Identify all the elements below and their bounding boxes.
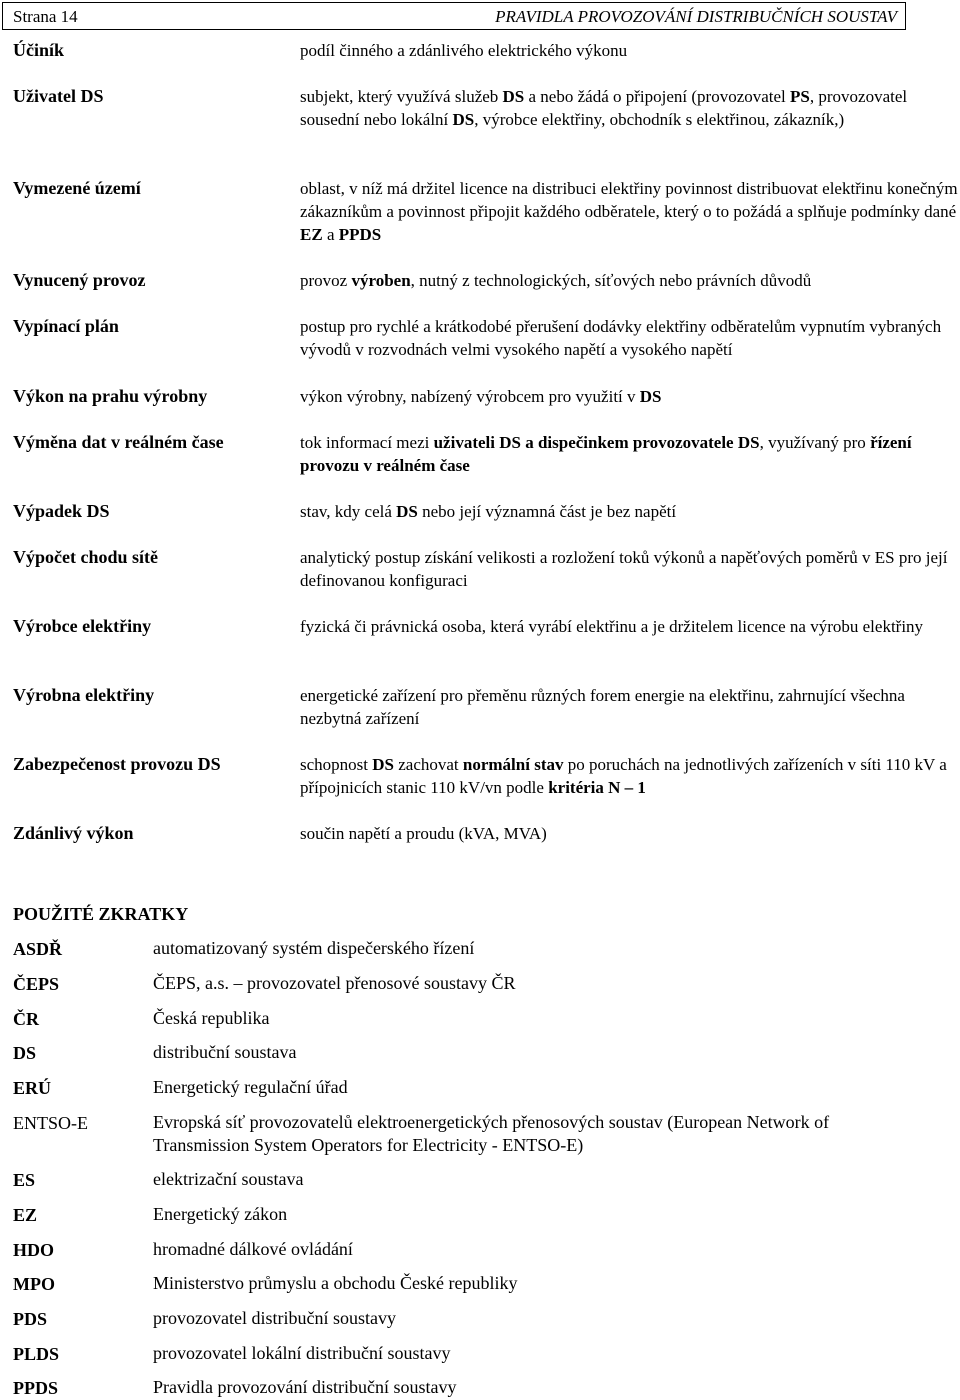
glossary-term: Vymezené území	[13, 178, 141, 198]
glossary-definition: tok informací mezi uživateli DS a dispečinkem provozovatele DS, využívaný pro řízení provozu v reálném čase	[300, 433, 912, 475]
abbreviation: PDS	[13, 1309, 48, 1329]
abbreviation: DS	[13, 1043, 37, 1063]
abbreviation: HDO	[13, 1240, 55, 1260]
abbreviation-meaning: automatizovaný systém dispečerského řízení	[153, 938, 475, 958]
abbreviation: ČR	[13, 1009, 39, 1029]
page-header	[2, 2, 906, 30]
glossary-term: Zdánlivý výkon	[13, 823, 134, 843]
abbreviation-meaning: Česká republika	[153, 1008, 270, 1028]
glossary-term: Výrobna elektřiny	[13, 685, 155, 705]
abbreviation-meaning: provozovatel distribuční soustavy	[153, 1308, 396, 1328]
emphasized-term: DS	[396, 502, 418, 521]
emphasized-term: PS	[790, 87, 810, 106]
abbreviation-meaning: Energetický zákon	[153, 1204, 288, 1224]
glossary-term: Výrobce elektřiny	[13, 616, 152, 636]
page-number: Strana 14	[13, 7, 78, 26]
glossary-definition: podíl činného a zdánlivého elektrického výkonu	[300, 41, 628, 60]
glossary-definition: součin napětí a proudu (kVA, MVA)	[300, 824, 547, 843]
glossary-definition: fyzická či právnická osoba, která vyrábí elektřinu a je držitelem licence na výrobu elektřiny	[300, 617, 924, 636]
abbreviation-meaning: distribuční soustava	[153, 1042, 297, 1062]
abbreviation: MPO	[13, 1274, 55, 1294]
glossary-definition: postup pro rychlé a krátkodobé přerušení dodávky elektřiny odběratelům vypnutím vybraných vývodů v rozvodnách velmi vysokého napětí a vysokého napětí	[300, 317, 942, 359]
emphasized-term: výroben	[351, 271, 411, 290]
glossary-term: Výkon na prahu výrobny	[13, 386, 208, 406]
abbreviation-meaning: hromadné dálkové ovládání	[153, 1239, 353, 1259]
emphasized-term: normální stav	[462, 755, 564, 774]
abbreviation: EZ	[13, 1205, 38, 1225]
abbreviation: PPDS	[13, 1378, 58, 1398]
abbreviation-meaning: Pravidla provozování distribuční soustavy	[153, 1377, 457, 1397]
emphasized-term: uživateli DS a dispečinkem provozovatele DS	[433, 433, 760, 452]
abbreviation: ES	[13, 1170, 36, 1190]
abbreviations-heading: POUŽITÉ ZKRATKY	[13, 904, 189, 924]
abbreviation-meaning: ČEPS, a.s. – provozovatel přenosové soustavy ČR	[153, 973, 516, 993]
glossary-definition: oblast, v níž má držitel licence na distribuci elektřiny povinnost distribuovat elektřinu konečným zákazníkům a povinnost připojit každého odběratele, který o to požádá a splňuje podmínky dané EZ a PPDS	[300, 179, 958, 244]
abbreviation-meaning: Ministerstvo průmyslu a obchodu České republiky	[153, 1273, 518, 1293]
glossary-term: Zabezpečenost provozu DS	[13, 754, 221, 774]
emphasized-term: DS	[372, 755, 394, 774]
glossary-term: Výpočet chodu sítě	[13, 547, 158, 567]
glossary-definition: provoz výroben, nutný z technologických, síťových nebo právních důvodů	[300, 271, 812, 290]
glossary-definition: analytický postup získání velikosti a rozložení toků výkonů a napěťových poměrů v ES pro její definovanou konfiguraci	[300, 548, 948, 590]
glossary-term: Vypínací plán	[13, 316, 119, 336]
glossary-term: Výpadek DS	[13, 501, 110, 521]
abbreviation: ERÚ	[13, 1078, 52, 1098]
glossary-term: Vynucený provoz	[13, 270, 146, 290]
emphasized-term: kritéria N – 1	[548, 778, 646, 797]
emphasized-term: PPDS	[338, 225, 382, 244]
abbreviation-meaning: Energetický regulační úřad	[153, 1077, 348, 1097]
abbreviation-meaning: elektrizační soustava	[153, 1169, 304, 1189]
glossary-term: Výměna dat v reálném čase	[13, 432, 224, 452]
glossary-definition: stav, kdy celá DS nebo její významná část je bez napětí	[300, 502, 677, 521]
emphasized-term: DS	[639, 387, 662, 406]
emphasized-term: řízení provozu v reálném čase	[300, 433, 912, 475]
document-title: PRAVIDLA PROVOZOVÁNÍ DISTRIBUČNÍCH SOUSTAV	[495, 7, 897, 26]
abbreviation: ASDŘ	[13, 939, 63, 959]
emphasized-term: DS	[502, 87, 525, 106]
abbreviation-meaning: Evropská síť provozovatelů elektroenergetických přenosových soustav (European Network of Transmission System Operators for Electricity - ENTSO-E)	[153, 1112, 830, 1155]
emphasized-term: EZ	[300, 225, 323, 244]
abbreviation-meaning: provozovatel lokální distribuční soustavy	[153, 1343, 451, 1363]
abbreviation: ENTSO-E	[13, 1113, 88, 1133]
abbreviation: ČEPS	[13, 974, 60, 994]
abbreviation: PLDS	[13, 1344, 60, 1364]
glossary-definition: subjekt, který využívá služeb DS a nebo žádá o připojení (provozovatel PS, provozovatel sousední nebo lokální DS, výrobce elektřiny, obchodník s elektřinou, zákazník,)	[300, 87, 908, 129]
emphasized-term: DS	[452, 110, 475, 129]
glossary-term: Uživatel DS	[13, 86, 104, 106]
glossary-definition: schopnost DS zachovat normální stav po poruchách na jednotlivých zařízeních v síti 110 kV a přípojnicích stanic 110 kV/vn podle kritéria N – 1	[300, 755, 947, 797]
glossary-term: Účiník	[13, 40, 65, 60]
glossary-definition: energetické zařízení pro přeměnu různých forem energie na elektřinu, zahrnující všechna nezbytná zařízení	[300, 686, 905, 728]
glossary-definition: výkon výrobny, nabízený výrobcem pro využití v DS	[300, 387, 662, 406]
